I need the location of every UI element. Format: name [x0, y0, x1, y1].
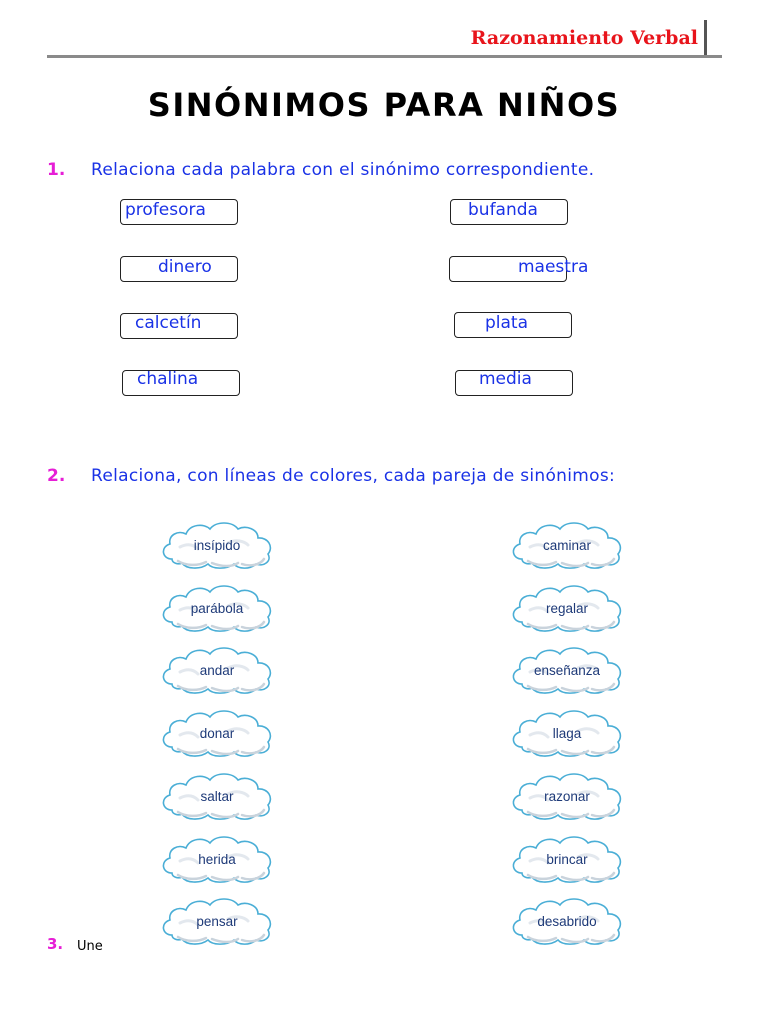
q2-left-cloud-4: [158, 705, 276, 759]
header-divider-bar: [704, 20, 707, 56]
header-title: Razonamiento Verbal: [470, 27, 698, 49]
q2-right-word-7: desabrido: [537, 913, 597, 929]
q2-right-word-6: brincar: [546, 851, 588, 867]
q2-right-word-2: regalar: [545, 600, 589, 616]
question-2-number: 2.: [47, 466, 66, 486]
q2-right-word-3: enseñanza: [533, 662, 601, 678]
q2-left-cloud-1: [158, 517, 276, 571]
page-title: SINÓNIMOS PARA NIÑOS: [147, 86, 621, 124]
q2-left-word-2: parábola: [190, 600, 244, 616]
q1-left-word-1: profesora: [125, 200, 206, 220]
q2-right-word-5: razonar: [544, 788, 590, 804]
question-3-text: Une: [77, 939, 103, 954]
question-3-number: 3.: [47, 935, 64, 953]
q2-right-word-4: llaga: [552, 725, 582, 741]
q2-right-cloud-7: [508, 893, 626, 947]
q2-left-cloud-3: [158, 642, 276, 696]
q1-right-word-4: media: [479, 369, 532, 389]
q2-right-cloud-4: [508, 705, 626, 759]
q2-left-word-3: andar: [199, 662, 235, 678]
q2-right-cloud-6: [508, 831, 626, 885]
q1-left-word-3: calcetín: [135, 313, 202, 333]
q2-left-word-5: saltar: [200, 788, 234, 804]
q2-left-word-1: insípido: [193, 537, 241, 553]
question-1-text: Relaciona cada palabra con el sinónimo correspondiente.: [91, 160, 595, 180]
q1-left-word-4: chalina: [137, 369, 199, 389]
q2-left-word-6: herida: [198, 851, 236, 867]
question-1-number: 1.: [47, 160, 66, 180]
q2-left-word-4: donar: [199, 725, 235, 741]
header-rule: [47, 55, 722, 58]
question-2-text: Relaciona, con líneas de colores, cada pareja de sinónimos:: [91, 466, 616, 486]
q1-right-word-1: bufanda: [468, 200, 538, 220]
q2-left-cloud-5: [158, 768, 276, 822]
q2-right-cloud-3: [508, 642, 626, 696]
q2-left-cloud-7: [158, 893, 276, 947]
q2-right-cloud-1: [508, 517, 626, 571]
q1-right-word-2: maestra: [518, 257, 589, 277]
q2-right-cloud-2: [508, 580, 626, 634]
q2-left-cloud-6: [158, 831, 276, 885]
q1-right-word-3: plata: [485, 313, 529, 333]
q2-right-word-1: caminar: [542, 537, 591, 553]
q2-left-cloud-2: [158, 580, 276, 634]
q1-left-word-2: dinero: [158, 257, 212, 277]
q2-right-cloud-5: [508, 768, 626, 822]
q2-left-word-7: pensar: [196, 913, 238, 929]
